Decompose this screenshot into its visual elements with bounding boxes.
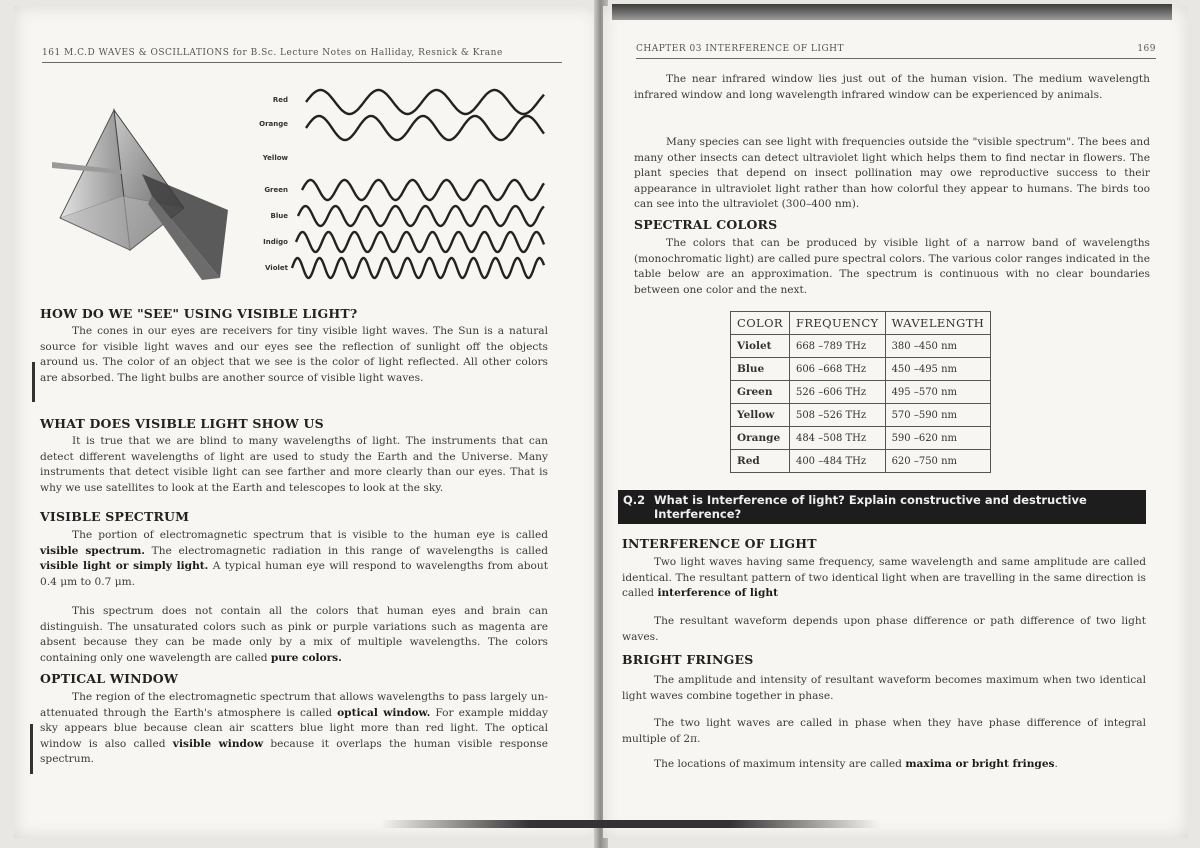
wave-label-green: Green xyxy=(264,186,288,194)
cell-wavelength: 380 –450 nm xyxy=(885,335,991,358)
cell-frequency: 606 –668 THz xyxy=(789,358,885,381)
cell-color: Blue xyxy=(731,358,790,381)
para-spectral-colors: The colors that can be produced by visible light of a narrow band of wavelengths (monochromatic light) are called pure spectral colors. The various color ranges indicated in the table below are an approximation. The spectrum is continuous with no clear boundaries between one color and the next. xyxy=(634,237,1150,296)
cell-color: Violet xyxy=(731,335,790,358)
right-page-top-shadow xyxy=(612,4,1172,20)
para-how-we-see: The cones in our eyes are receivers for tiny visible light waves. The Sun is a natural source for visible light waves and our eyes see the reflection of sunlight off the objects around us. The color of an object that we see is the color of light reflected. All other colors are absorbed. The light bulbs are another source of visible light waves. xyxy=(40,325,548,384)
bf-text-c: . xyxy=(1054,758,1058,770)
margin-mark-2 xyxy=(30,724,33,774)
cell-color: Red xyxy=(731,450,790,473)
cell-wavelength: 590 –620 nm xyxy=(885,427,991,450)
left-page-header xyxy=(42,48,562,58)
bf-text-a: The locations of maximum intensity are called xyxy=(654,758,906,770)
wave-label-orange: Orange xyxy=(259,120,288,128)
cell-frequency: 668 –789 THz xyxy=(789,335,885,358)
int-term-interference: interference of light xyxy=(657,587,778,600)
bf-term-maxima: maxima or bright fringes xyxy=(905,758,1055,770)
vs2-term-pure-colors: pure colors. xyxy=(270,651,342,664)
para-interference-2: The resultant waveform depends upon phase difference or path difference of two light waves. xyxy=(622,615,1146,643)
ow-text-a: The region of the electromagnetic spectrum that allows wavelengths to pass largely un-attenuated through the Earth's atmosphere is called xyxy=(40,691,548,719)
int-text-a: Two light waves having same frequency, same wavelength and same amplitude are called identical. The resultant pattern of two identical light when are travelling in the same direction is called xyxy=(622,556,1146,600)
cell-wavelength: 495 –570 nm xyxy=(885,381,991,404)
col-header-color: COLOR xyxy=(731,312,790,335)
heading-spectral-colors: SPECTRAL COLORS xyxy=(634,217,778,232)
heading-optical-window: OPTICAL WINDOW xyxy=(40,671,179,686)
cell-wavelength: 450 –495 nm xyxy=(885,358,991,381)
cell-frequency: 508 –526 THz xyxy=(789,404,885,427)
ow-term-visible-window: visible window xyxy=(172,737,264,750)
spectral-color-table xyxy=(730,311,991,473)
wave-violet xyxy=(292,258,544,278)
cell-wavelength: 620 –750 nm xyxy=(885,450,991,473)
table-row xyxy=(731,404,991,427)
table-row xyxy=(731,335,991,358)
wave-label-yellow: Yellow xyxy=(262,154,288,162)
cell-frequency: 484 –508 THz xyxy=(789,427,885,450)
question-banner xyxy=(618,490,1146,524)
question-text: What is Interference of light? Explain constructive and destructive Interference? xyxy=(654,493,1087,521)
para-visible-spectrum-1 xyxy=(40,528,548,590)
table-row xyxy=(731,450,991,473)
bottom-binding-shadow xyxy=(380,820,880,828)
para-visible-spectrum-2 xyxy=(40,604,548,666)
wave-orange xyxy=(306,116,544,140)
left-header-rule xyxy=(42,62,562,63)
wavelength-figure xyxy=(258,78,548,290)
para-interference-1 xyxy=(622,555,1146,602)
vs-term-visible-light: visible light or simply light. xyxy=(40,560,209,573)
heading-visible-spectrum: VISIBLE SPECTRUM xyxy=(40,509,190,524)
table-header-row xyxy=(731,312,991,335)
prism-illustration xyxy=(52,100,228,290)
col-header-wavelength: WAVELENGTH xyxy=(885,312,991,335)
para-bright-2: The two light waves are called in phase when they have phase difference of integral multiple of 2π. xyxy=(622,717,1146,745)
wave-label-indigo: Indigo xyxy=(263,238,288,246)
heading-interference: INTERFERENCE OF LIGHT xyxy=(622,536,817,551)
table-row xyxy=(731,427,991,450)
para-bright-3 xyxy=(622,757,1146,773)
wave-label-red: Red xyxy=(272,96,288,104)
wave-lines xyxy=(258,78,548,290)
cell-frequency: 526 –606 THz xyxy=(789,381,885,404)
right-page-number: 169 xyxy=(1137,44,1156,54)
right-page-header xyxy=(636,44,1156,54)
heading-bright-fringes: BRIGHT FRINGES xyxy=(622,652,754,667)
wave-indigo xyxy=(296,232,544,252)
para-visible-light-shows: It is true that we are blind to many wavelengths of light. The instruments that can detect different wavelengths of light are used to study the Earth and the Universe. Many instruments that detect visible light can see farther and more clearly than our eyes. That is why we use satellites to look at the Earth and telescopes to look at the sky. xyxy=(40,435,548,494)
right-header-text: CHAPTER 03 INTERFERENCE OF LIGHT xyxy=(636,44,845,54)
right-header-rule xyxy=(636,58,1156,59)
cell-color: Yellow xyxy=(731,404,790,427)
ow-text-e: because it overlaps the human visible response spectrum. xyxy=(40,737,548,766)
para-near-infrared: The near infrared window lies just out of the human vision. The medium wavelength infrared window and long wavelength infrared window can be experienced by animals. xyxy=(634,73,1150,101)
wave-blue xyxy=(298,206,544,226)
vs-term-visible-spectrum: visible spectrum. xyxy=(40,544,145,557)
cell-wavelength: 570 –590 nm xyxy=(885,404,991,427)
para-species-see-light: Many species can see light with frequencies outside the "visible spectrum". The bees and many other insects can detect ultraviolet light which helps them to find nectar in flowers. The plant species that depend on insect pollination may owe reproductive success to their appearance in ultraviolet light rather than how colorful they appear to humans. The birds too can see into the ultraviolet (300–400 nm). xyxy=(634,136,1150,211)
wave-label-blue: Blue xyxy=(270,212,288,220)
vs-text-c: The electromagnetic radiation in this range of wavelengths is called xyxy=(144,544,548,557)
ow-term-optical-window: optical window. xyxy=(337,706,431,719)
vs-text-a: The portion of electromagnetic spectrum that is visible to the human eye is called xyxy=(72,529,548,541)
cell-frequency: 400 –484 THz xyxy=(789,450,885,473)
left-header-text: 161 M.C.D WAVES & OSCILLATIONS for B.Sc. Lecture Notes on Halliday, Resnick & Krane xyxy=(42,48,503,58)
wave-green xyxy=(302,180,544,200)
question-number: Q.2 xyxy=(623,493,646,507)
para-bright-1: The amplitude and intensity of resultant waveform becomes maximum when two identical light waves combine together in phase. xyxy=(622,674,1146,702)
ow-text-c: For example midday sky appears blue because clean air scatters blue light more than red light. The optical window is also called xyxy=(40,706,548,750)
table-row xyxy=(731,358,991,381)
vs-text-e: A typical human eye will respond to wavelengths from about 0.4 μm to 0.7 μm. xyxy=(40,560,548,588)
cell-color: Orange xyxy=(731,427,790,450)
vs2-text-a: This spectrum does not contain all the colors that human eyes and brain can distinguish. The unsaturated colors such as pink or purple variations such as magenta are absent because they can be made only by a mix of multiple wavelengths. The colors containing only one wavelength are called xyxy=(40,605,548,664)
margin-mark-1 xyxy=(32,362,35,402)
table-row xyxy=(731,381,991,404)
col-header-frequency: FREQUENCY xyxy=(789,312,885,335)
cell-color: Green xyxy=(731,381,790,404)
wave-label-violet: Violet xyxy=(265,264,288,272)
heading-how-we-see: HOW DO WE "SEE" USING VISIBLE LIGHT? xyxy=(40,306,358,321)
wave-red xyxy=(306,90,544,114)
para-optical-window xyxy=(40,690,548,768)
heading-visible-light-shows: WHAT DOES VISIBLE LIGHT SHOW US xyxy=(40,416,324,431)
